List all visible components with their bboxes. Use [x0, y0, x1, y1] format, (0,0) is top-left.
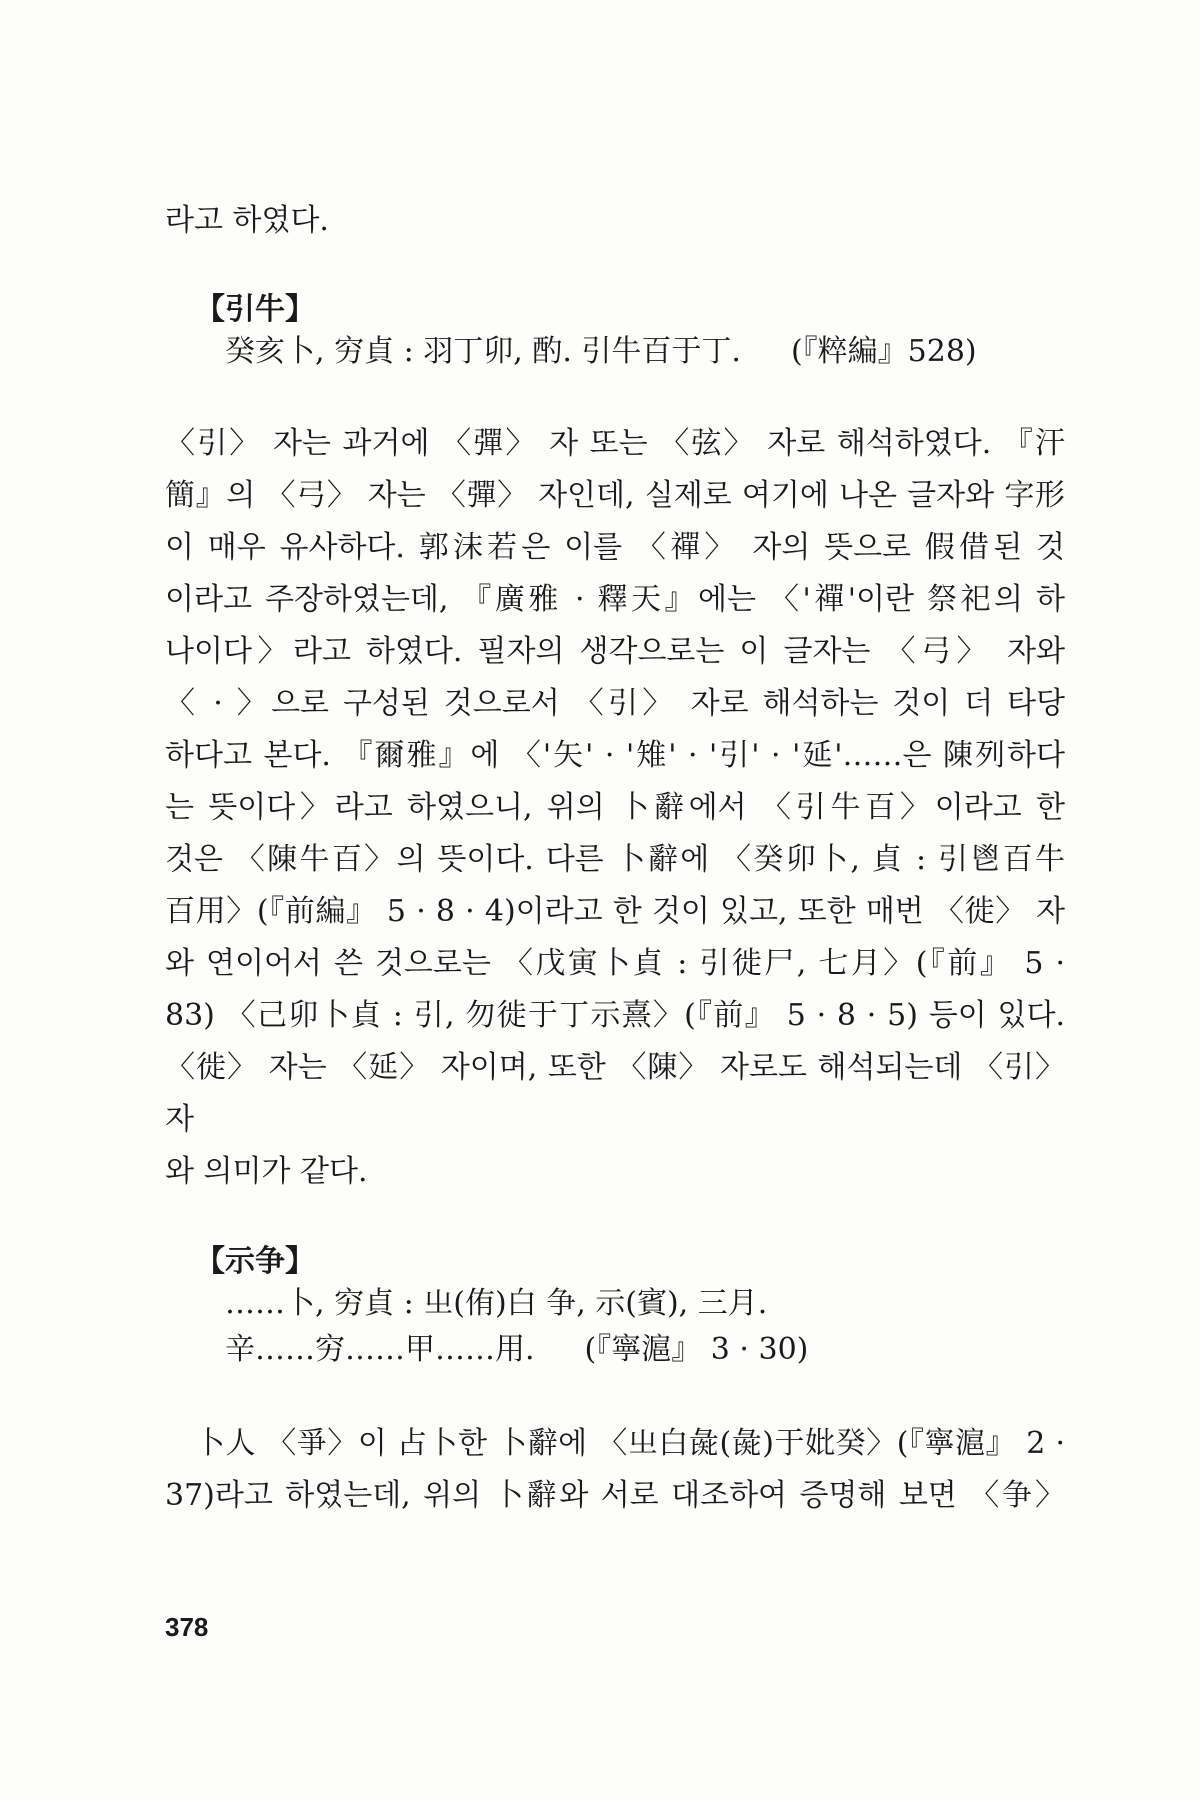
- paragraph-line: 〈引〉 자는 과거에 〈彈〉 자 또는 〈弦〉 자로 해석하였다. 『汗: [165, 426, 1065, 461]
- section-heading-shizheng: 【示争】: [195, 1244, 315, 1279]
- paragraph-line: 와 연이어서 쓴 것으로는 〈戊寅卜貞 : 引徙尸, 七月〉(『前』 5 ·: [165, 946, 1065, 981]
- paragraph-1: [165, 418, 1065, 1198]
- page-number: 378: [165, 1612, 209, 1642]
- example-source: (『粹編』528): [790, 334, 977, 369]
- paragraph-line: 것은 〈陳牛百〉의 뜻이다. 다른 卜辭에 〈癸卯卜, 貞 : 引鬯百牛: [165, 842, 1065, 877]
- paragraph-line: 하다고 본다. 『爾雅』에 〈'矢' · '雉' · '引' · '延'……은 陳列하다: [165, 738, 1065, 773]
- example-text: 癸亥卜, 穷貞 : 羽丁卯, 酌. 引牛百于丁.: [225, 334, 741, 369]
- paragraph-2: [165, 1418, 1065, 1522]
- example-text: 辛……穷……甲……用.: [225, 1332, 535, 1367]
- paragraph-line: 는 뜻이다〉라고 하였으니, 위의 卜辭에서 〈引牛百〉이라고 한: [165, 790, 1065, 825]
- paragraph-line: 卜人 〈爭〉이 占卜한 卜辭에 〈㞢白彘(彘)于妣癸〉(『寧滬』 2 ·: [195, 1426, 1065, 1461]
- paragraph-line: 簡』의 〈弓〉 자는 〈彈〉 자인데, 실제로 여기에 나온 글자와 字形: [165, 478, 1065, 513]
- paragraph-line: 나이다〉라고 하였다. 필자의 생각으로는 이 글자는 〈弓〉 자와: [165, 634, 1065, 669]
- paragraph-line: 이 매우 유사하다. 郭沫若은 이를 〈禪〉 자의 뜻으로 假借된 것: [165, 530, 1065, 565]
- paragraph-line: 百用〉(『前編』 5 · 8 · 4)이라고 한 것이 있고, 또한 매번 〈徙〉 자: [165, 894, 1065, 929]
- example-yinniu: [225, 332, 977, 372]
- paragraph-line: 〈徙〉 자는 〈延〉 자이며, 또한 〈陳〉 자로도 해석되는데 〈引〉 자: [165, 1050, 1065, 1137]
- paragraph-line: 와 의미가 같다.: [165, 1154, 368, 1189]
- paragraph-line: 〈 · 〉으로 구성된 것으로서 〈引〉 자로 해석하는 것이 더 타당: [165, 686, 1065, 721]
- intro-line: [165, 195, 1065, 247]
- example-shizheng-line-2: [225, 1330, 808, 1370]
- intro-text: 라고 하였다.: [165, 203, 329, 238]
- section-heading-yinniu: 【引牛】: [195, 292, 315, 327]
- example-shizheng-line-1: [225, 1284, 767, 1324]
- paragraph-line: 37)라고 하였는데, 위의 卜辭와 서로 대조하여 증명해 보면 〈争〉: [165, 1478, 1065, 1513]
- paragraph-line: 이라고 주장하였는데, 『廣雅 · 釋天』에는 〈'禪'이란 祭祀의 하: [165, 582, 1065, 617]
- paragraph-line: 83) 〈己卯卜貞 : 引, 勿徙于丁示熹〉(『前』 5 · 8 · 5) 등이 있다.: [165, 998, 1065, 1033]
- example-text: ……卜, 穷貞 : 㞢(侑)白 争, 示(賓), 三月.: [225, 1286, 768, 1321]
- example-source: (『寧滬』 3 · 30): [584, 1332, 809, 1367]
